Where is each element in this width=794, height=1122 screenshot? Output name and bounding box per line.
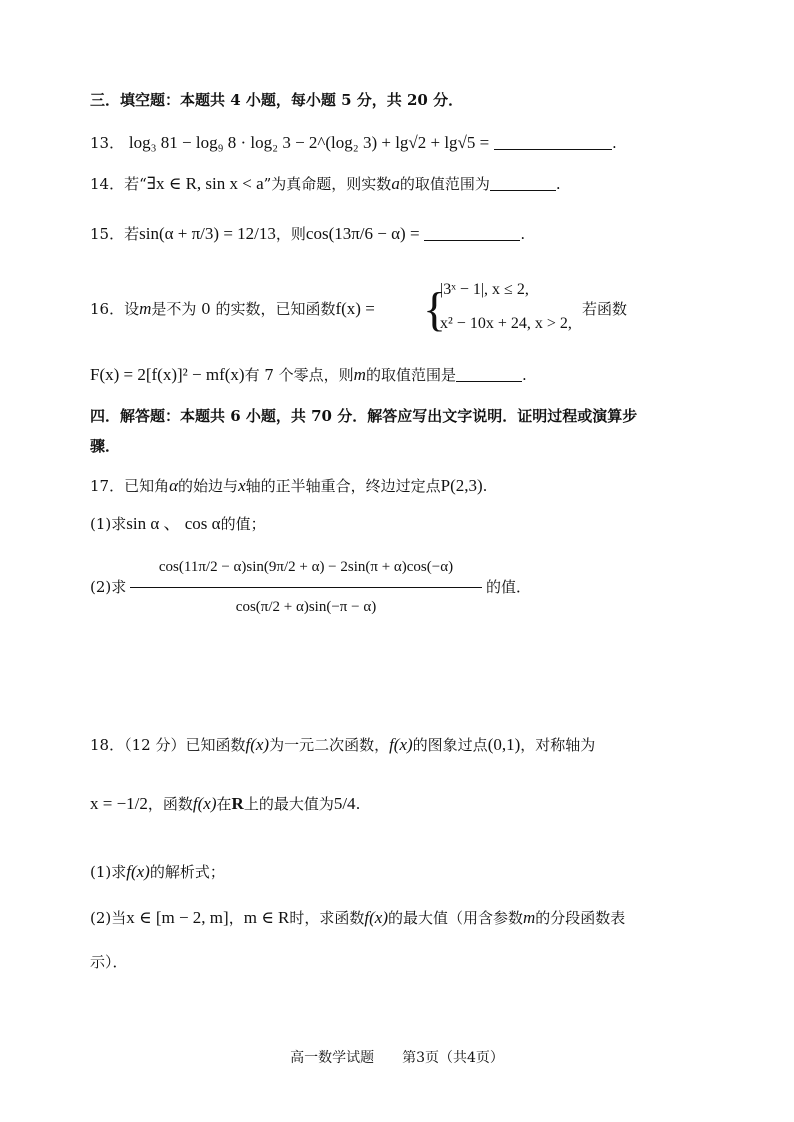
question-text: 的分段函数表	[535, 909, 626, 927]
question-text: 上的最大值为	[243, 795, 334, 813]
question-15: 15．若sin(α + π/3) = 12/13，则cos(13π/6 − α) = .	[90, 224, 526, 243]
variable-a: a	[391, 174, 400, 193]
question-text: 时，求函数	[289, 909, 365, 927]
fraction-bar	[130, 587, 482, 588]
footer-subject: 高一数学试题	[290, 1050, 375, 1066]
question-number: 15．	[90, 225, 125, 243]
question-text: 的最大值（用含参数	[387, 909, 523, 927]
answer-blank	[424, 240, 520, 241]
question-17: 17．已知角α的始边与x轴的正半轴重合，终边过定点P(2,3).	[90, 476, 488, 495]
function-f: f(x)	[192, 794, 217, 813]
question-text: ，则	[275, 225, 306, 243]
question-text: 的始边与	[178, 477, 239, 495]
question-text: 的值．	[486, 578, 532, 596]
answer-blank	[490, 190, 556, 191]
question-text: 的取值范围是	[365, 366, 456, 384]
question-18-part-1	[90, 860, 710, 884]
max-value: 5/4	[333, 794, 356, 813]
footer-page-number: 第3页（共4页）	[402, 1050, 504, 1066]
question-number: 16．	[90, 300, 125, 318]
question-17-part-1	[90, 512, 710, 536]
question-18	[90, 733, 710, 757]
question-text: ，函数	[147, 795, 193, 813]
section-4-title-cont: 骤．	[90, 437, 121, 455]
part-label: (1)求	[90, 515, 127, 533]
section-4-title: 四．解答题：本题共 6 小题，共 70 分．解答应写出文字说明．证明过程或演算步	[90, 407, 638, 425]
piecewise-brace: {	[423, 283, 447, 336]
question-14: 14．若“∃x ∈ R, sin x < a”为真命题，则实数a的取值范围为 .	[90, 174, 561, 193]
question-number: 14．	[90, 175, 125, 193]
answer-blank	[494, 149, 612, 150]
section-3-title: 三．填空题：本题共 4 小题，每小题 5 分，共 20 分．	[90, 91, 464, 109]
part-1-expression: sin α 、 cos α	[126, 514, 221, 533]
function-F: F(x) = 2[f(x)]² − mf(x)	[90, 365, 245, 384]
symmetry-axis: x = −1/2	[90, 794, 148, 813]
question-text: 是不为 0 的实数，已知函数	[151, 300, 336, 318]
question-18-part-2-cont	[90, 950, 710, 974]
fraction-denominator: cos(π/2 + α)sin(−π − α)	[235, 599, 377, 615]
piecewise-case-2: x² − 10x + 24, x > 2,	[440, 315, 572, 332]
function-f: f(x)	[364, 908, 388, 927]
m-condition: m ∈ R	[243, 908, 290, 927]
question-text: 的解析式；	[149, 863, 225, 881]
part-label: (2)当	[90, 909, 127, 927]
question-number: 13．	[90, 134, 125, 152]
question-text: 的取值范围为	[399, 175, 490, 193]
question-text: 的值；	[220, 515, 266, 533]
fraction-numerator: cos(11π/2 − α)sin(9π/2 + α) − 2sin(π + α)cos(−α)	[158, 559, 454, 575]
function-f: f(x)	[389, 735, 413, 754]
function-f: f(x) =	[335, 299, 375, 318]
fixed-point: P(2,3)	[440, 476, 483, 495]
points-label: （12 分）	[124, 736, 186, 754]
question-text: 示）．	[90, 953, 128, 971]
question-number: 18．	[90, 736, 125, 754]
question-18-line-2: x = −1/2，函数f(x)在R上的最大值为5/4.	[90, 794, 361, 813]
variable-m: m	[523, 908, 536, 927]
ask-expression: cos(13π/6 − α) =	[305, 224, 420, 243]
function-f: f(x)	[126, 862, 150, 881]
variable-alpha: α	[169, 476, 179, 495]
variable-m: m	[139, 299, 152, 318]
page-footer	[0, 1047, 794, 1067]
interval-condition: x ∈ [m − 2, m]	[126, 908, 229, 927]
question-16-line-2: F(x) = 2[f(x)]² − mf(x)有 7 个零点，则m的取值范围是 .	[90, 365, 527, 384]
question-text: 有 7 个零点，则	[244, 366, 354, 384]
question-text: 若“	[124, 175, 147, 193]
part-label: (1)求	[90, 863, 127, 881]
question-13: 13． log₃ 81 − log₉ 8 · log₂ 3 − 2^(log₂ 3) + lg√2 + lg√5 = .	[90, 133, 617, 152]
question-16	[90, 278, 710, 340]
function-f: f(x)	[245, 735, 270, 754]
given-equation: sin(α + π/3) = 12/13	[139, 224, 276, 243]
piecewise-case-1: |3ˣ − 1|, x ≤ 2,	[440, 281, 529, 298]
question-text: ，对称轴为	[520, 736, 596, 754]
question-text: 为一元二次函数，	[269, 736, 390, 754]
answer-blank	[456, 381, 522, 382]
question-text: 已知函数	[185, 736, 246, 754]
question-17-part-2	[90, 555, 710, 619]
real-set-R: R	[231, 794, 244, 813]
question-18-part-2: (2)当x ∈ [m − 2, m]，m ∈ R时，求函数f(x)的最大值（用含参数m的分段函数表	[90, 908, 626, 927]
question-number: 17．	[90, 477, 125, 495]
question-text: 若	[124, 225, 140, 243]
part-label: (2)求	[90, 578, 127, 596]
question-text: 若函数	[582, 300, 628, 318]
variable-x: x	[238, 476, 246, 495]
question-text: ”为真命题，则实数	[263, 175, 392, 193]
variable-m: m	[353, 365, 366, 384]
question-text: 轴的正半轴重合，终边过定点	[245, 477, 441, 495]
pass-point: (0,1)	[487, 735, 521, 754]
question-text: 的图象过点	[412, 736, 488, 754]
question-13-expression: log₃ 81 − log₉ 8 · log₂ 3 − 2^(log₂ 3) + lg√2 + lg√5 =	[128, 133, 490, 152]
question-text: 已知角	[124, 477, 170, 495]
question-text: 设	[124, 300, 140, 318]
question-text: 在	[216, 795, 232, 813]
proposition: ∃x ∈ R, sin x < a	[146, 174, 264, 193]
